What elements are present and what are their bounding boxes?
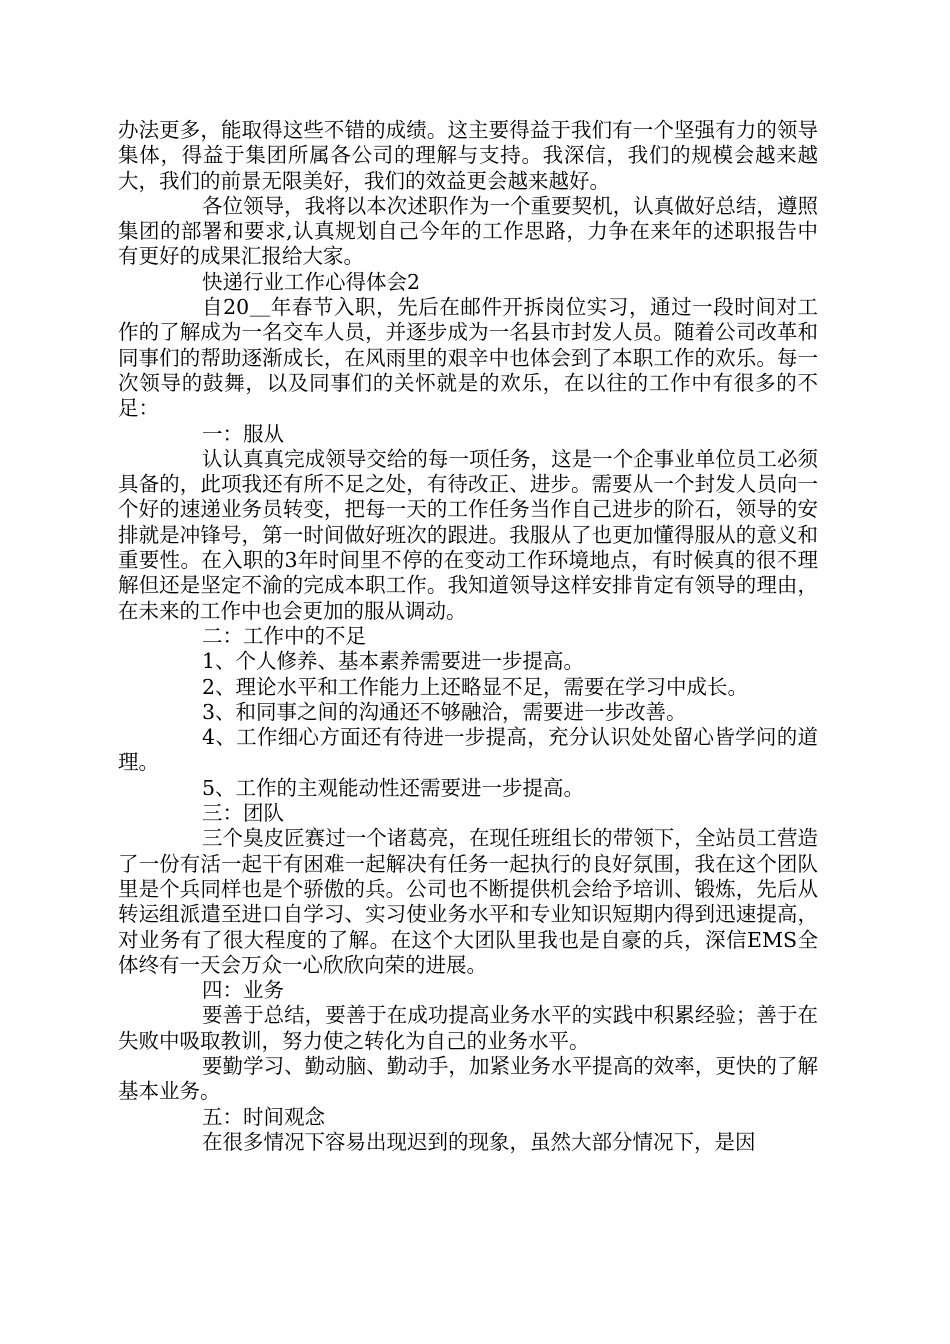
paragraph: 认认真真完成领导交给的每一项任务，这是一个企事业单位员工必须具备的，此项我还有所不足之处，有待改正、进步。需要从一个封发人员向一个好的速递业务员转变，把每一天的工作任务当作自己进步的阶石，领导的安排就是冲锋号，第一时间做好班次的跟进。我服从了也更加懂得服从的意义和重要性。在入职的3年时间里不停的在变动工作环境地点，有时候真的很不理解但还是坚定不渝的完成本职工作。我知道领导这样安排肯定有领导的理由，在未来的工作中也会更加的服从调动。 bbox=[118, 446, 818, 623]
section-heading: 五：时间观念 bbox=[202, 1104, 325, 1129]
list-item: 1、个人修养、基本素养需要进一步提高。 bbox=[202, 649, 585, 674]
paragraph: 要勤学习、勤动脑、勤动手，加紧业务水平提高的效率，更快的了解基本业务。 bbox=[118, 1053, 818, 1104]
paragraph: 自20＿年春节入职，先后在邮件开拆岗位实习，通过一段时间对工作的了解成为一名交车人员，并逐步成为一名县市封发人员。随着公司改革和同事们的帮助逐渐成长，在风雨里的艰辛中也体会到了本职工作的欢乐。每一次领导的鼓舞，以及同事们的关怀就是的欢乐，在以往的工作中有很多的不足： bbox=[118, 295, 818, 421]
list-item: 2、理论水平和工作能力上还略显不足，需要在学习中成长。 bbox=[202, 674, 749, 699]
paragraph: 各位领导，我将以本次述职作为一个重要契机，认真做好总结，遵照集团的部署和要求,认真规划自己今年的工作思路，力争在来年的述职报告中有更好的成果汇报给大家。 bbox=[118, 193, 818, 269]
paragraph: 在很多情况下容易出现迟到的现象，虽然大部分情况下，是因 bbox=[202, 1129, 756, 1154]
section-heading: 一：服从 bbox=[202, 421, 284, 446]
list-item: 4、工作细心方面还有待进一步提高，充分认识处处留心皆学问的道理。 bbox=[118, 725, 818, 775]
section-heading: 三：团队 bbox=[202, 801, 284, 826]
document-body bbox=[118, 118, 818, 1155]
section-heading: 四：业务 bbox=[202, 978, 284, 1003]
list-item: 5、工作的主观能动性还需要进一步提高。 bbox=[202, 775, 585, 800]
paragraph: 三个臭皮匠赛过一个诸葛亮，在现任班组长的带领下，全站员工营造了一份有活一起干有困难一起解决有任务一起执行的良好氛围，我在这个团队里是个兵同样也是个骄傲的兵。公司也不断提供机会给予培训、锻炼，先后从转运组派遣至进口自学习、实习使业务水平和专业知识短期内得到迅速提高，对业务有了很大程度的了解。在这个大团队里我也是自豪的兵，深信EMS全体终有一天会万众一心欣欣向荣的进展。 bbox=[118, 826, 818, 977]
section-title: 快递行业工作心得体会2 bbox=[202, 269, 421, 294]
paragraph: 要善于总结，要善于在成功提高业务水平的实践中积累经验；善于在失败中吸取教训，努力使之转化为自己的业务水平。 bbox=[118, 1003, 818, 1053]
section-heading: 二：工作中的不足 bbox=[202, 623, 366, 648]
list-item: 3、和同事之间的沟通还不够融洽，需要进一步改善。 bbox=[202, 699, 687, 724]
paragraph: 办法更多，能取得这些不错的成绩。这主要得益于我们有一个坚强有力的领导集体，得益于集团所属各公司的理解与支持。我深信，我们的规模会越来越大，我们的前景无限美好，我们的效益更会越来越好。 bbox=[118, 118, 818, 193]
